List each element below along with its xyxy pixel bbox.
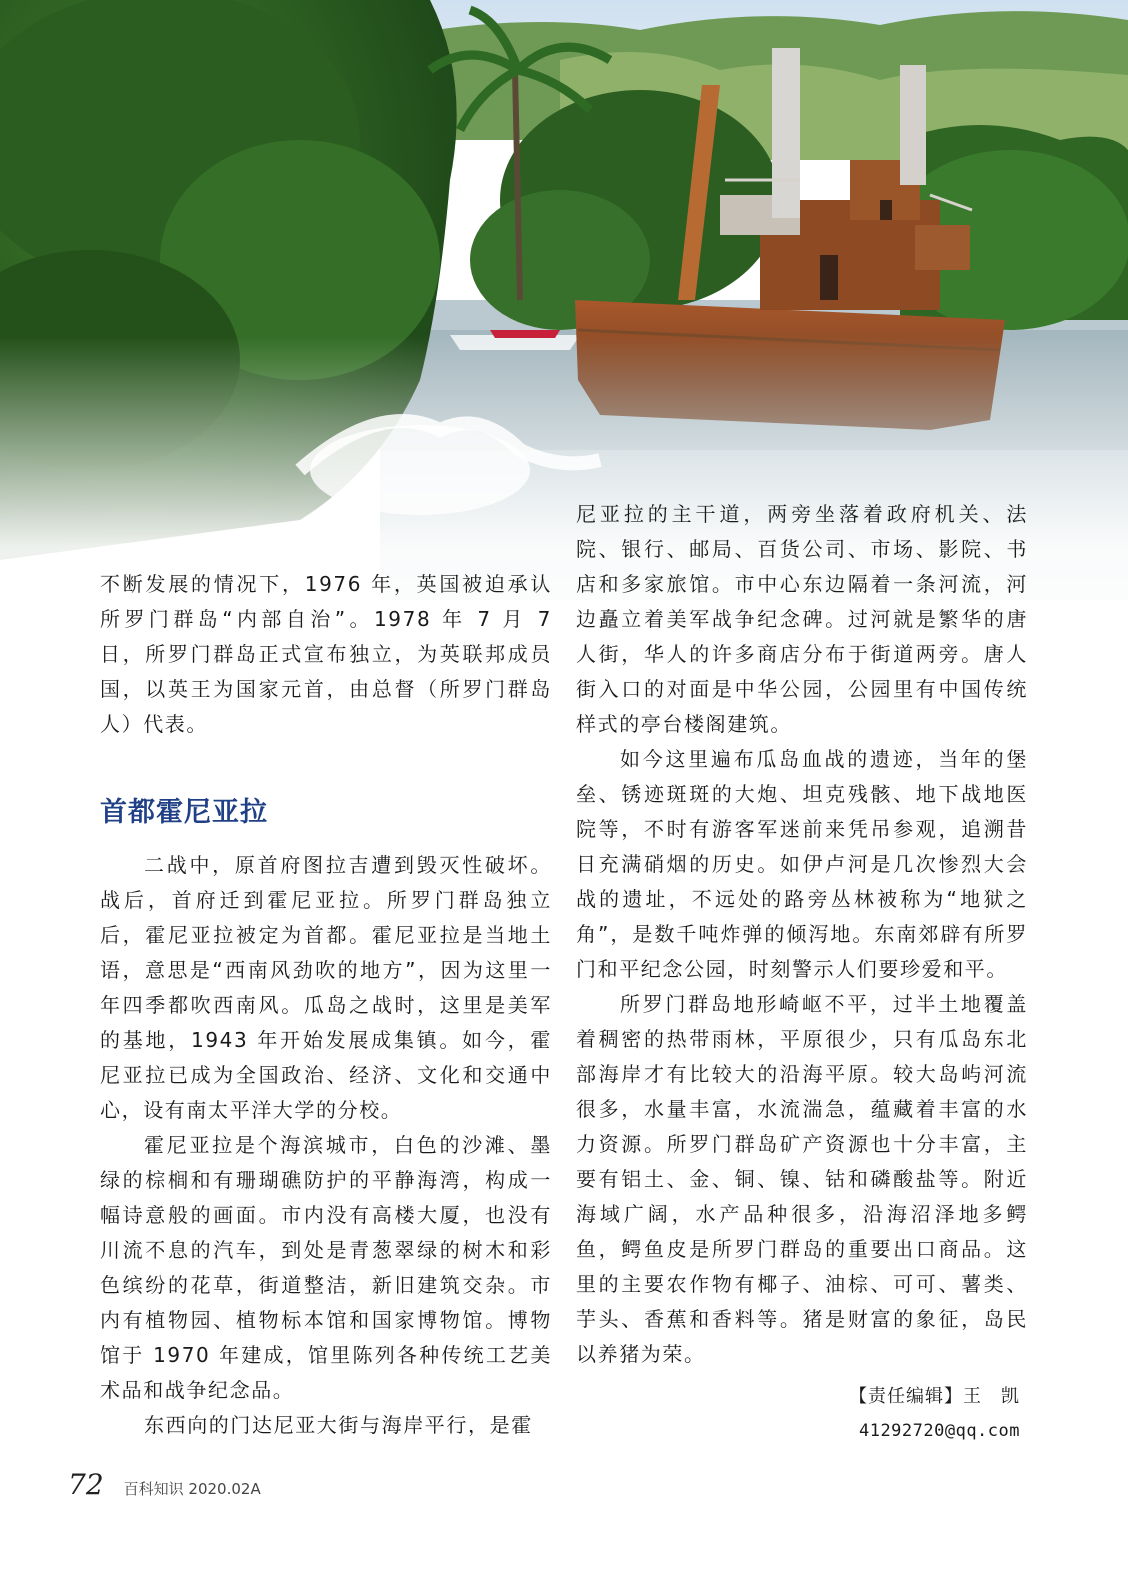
paragraph-independence: 不断发展的情况下，1976 年，英国被迫承认所罗门群岛“内部自治”。1978 年 7 月 7 日，所罗门群岛正式宣布独立，为英联邦成员国，以英王为国家元首，由总督（所罗门群岛人）代表。 [100, 572, 552, 736]
paragraph-war-relics: 如今这里遍布瓜岛血战的遗迹，当年的堡垒、锈迹斑斑的大炮、坦克残骸、地下战地医院等，不时有游客军迷前来凭吊参观，追溯昔日充满硝烟的历史。如伊卢河是几次惨烈大会战的遗址，不远处的路旁丛林被称为“地狱之角”，是数千吨炸弹的倾泻地。东南郊辟有所罗门和平纪念公园，时刻警示人们要珍爱和平。 [576, 747, 1028, 981]
right-column-body [576, 497, 1028, 1372]
editor-email: 41292720@qq.com [858, 1421, 1020, 1441]
page-footer [68, 1468, 261, 1501]
paragraph-city-description: 霍尼亚拉是个海滨城市，白色的沙滩、墨绿的棕榈和有珊瑚礁防护的平静海湾，构成一幅诗意般的画面。市内没有高楼大厦，也没有川流不息的汽车，到处是青葱翠绿的树木和彩色缤纷的花草，街道整洁，新旧建筑交杂。市内有植物园、植物标本馆和国家博物馆。博物馆于 1970 年建成，馆里陈列各种传统工艺美术品和战争纪念品。 [100, 1133, 552, 1402]
editor-name: 【责任编辑】王 凯 [849, 1386, 1020, 1407]
paragraph-geography: 所罗门群岛地形崎岖不平，过半土地覆盖着稠密的热带雨林，平原很少，只有瓜岛东北部海岸才有比较大的沿海平原。较大岛屿河流很多，水量丰富，水流湍急，蕴藏着丰富的水力资源。所罗门群岛矿产资源也十分丰富，主要有铝土、金、铜、镍、钴和磷酸盐等。附近海域广阔，水产品种很多，沿海沼泽地多鳄鱼，鳄鱼皮是所罗门群岛的重要出口商品。这里的主要农作物有椰子、油棕、可可、薯类、芋头、香蕉和香料等。猪是财富的象征，岛民以养猪为荣。 [576, 992, 1028, 1366]
left-column-body [100, 848, 552, 1443]
page-number: 72 [68, 1468, 104, 1501]
paragraph-main-street-start: 东西向的门达尼亚大街与海岸平行，是霍 [144, 1413, 533, 1437]
magazine-issue: 百科知识 2020.02A [123, 1480, 261, 1498]
paragraph-capital-history: 二战中，原首府图拉吉遭到毁灭性破坏。战后，首府迁到霍尼亚拉。所罗门群岛独立后，霍尼亚拉被定为首都。霍尼亚拉是当地土语，意思是“西南风劲吹的地方”，因为这里一年四季都吹西南风。瓜岛之战时，这里是美军的基地，1943 年开始发展成集镇。如今，霍尼亚拉已成为全国政治、经济、文化和交通中心，设有南太平洋大学的分校。 [100, 853, 552, 1122]
section-title: 首都霍尼亚拉 [100, 797, 268, 828]
editor-credit [849, 1380, 1020, 1448]
left-column-top [100, 567, 552, 742]
paragraph-main-street-continued: 尼亚拉的主干道，两旁坐落着政府机关、法院、银行、邮局、百货公司、市场、影院、书店和多家旅馆。市中心东边隔着一条河流，河边矗立着美军战争纪念碑。过河就是繁华的唐人街，华人的许多商店分布于街道两旁。唐人街入口的对面是中华公园，公园里有中国传统样式的亭台楼阁建筑。 [576, 502, 1028, 736]
